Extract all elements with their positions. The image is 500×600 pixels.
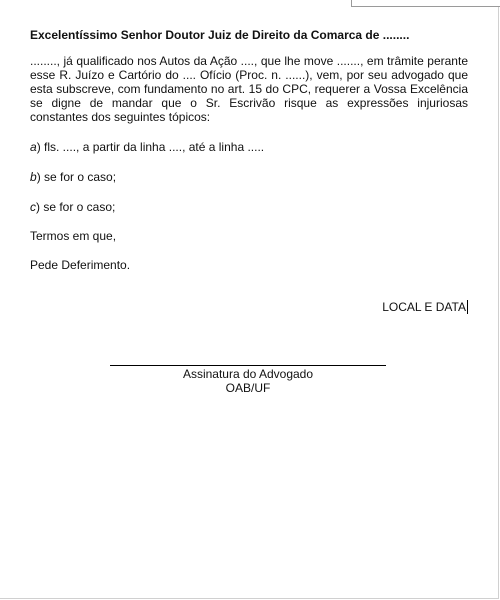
place-date-text: LOCAL E DATA — [382, 300, 466, 314]
intro-paragraph: ........, já qualificado nos Autos da Ação ...., que lhe move ......., em trâmite perante esse R. Juízo e Cartório do .... Ofício (Proc. n. ......), vem, por seu advogado que esta subscreve, com fundamento no art. 15 do CPC, requerer a Vossa Excelência se digne de mandar que o Sr. Escrivão risque as expressões injuriosas constantes dos seguintes tópicos: — [30, 54, 468, 124]
document-heading: Excelentíssimo Senhor Doutor Juiz de Direito da Comarca de ........ — [30, 28, 410, 42]
item-c-marker: c — [30, 200, 36, 214]
item-a — [30, 140, 264, 154]
document-body — [30, 28, 468, 272]
text-cursor — [467, 300, 468, 314]
signature-line — [110, 365, 386, 366]
item-b — [30, 170, 116, 184]
signature-name: Assinatura do Advogado — [182, 367, 314, 381]
request-phrase: Pede Deferimento. — [30, 258, 131, 272]
item-c — [30, 200, 115, 214]
item-a-marker: a — [30, 140, 37, 154]
place-date-field[interactable] — [382, 300, 468, 314]
item-a-text: ) fls. ...., a partir da linha ...., até a linha ..... — [36, 140, 265, 154]
signature-registration: OAB/UF — [225, 381, 271, 395]
item-b-marker: b — [30, 170, 37, 184]
closing-phrase: Termos em que, — [30, 229, 117, 243]
corner-field-box — [351, 0, 500, 7]
item-c-text: ) se for o caso; — [36, 200, 116, 214]
item-b-text: ) se for o caso; — [36, 170, 117, 184]
